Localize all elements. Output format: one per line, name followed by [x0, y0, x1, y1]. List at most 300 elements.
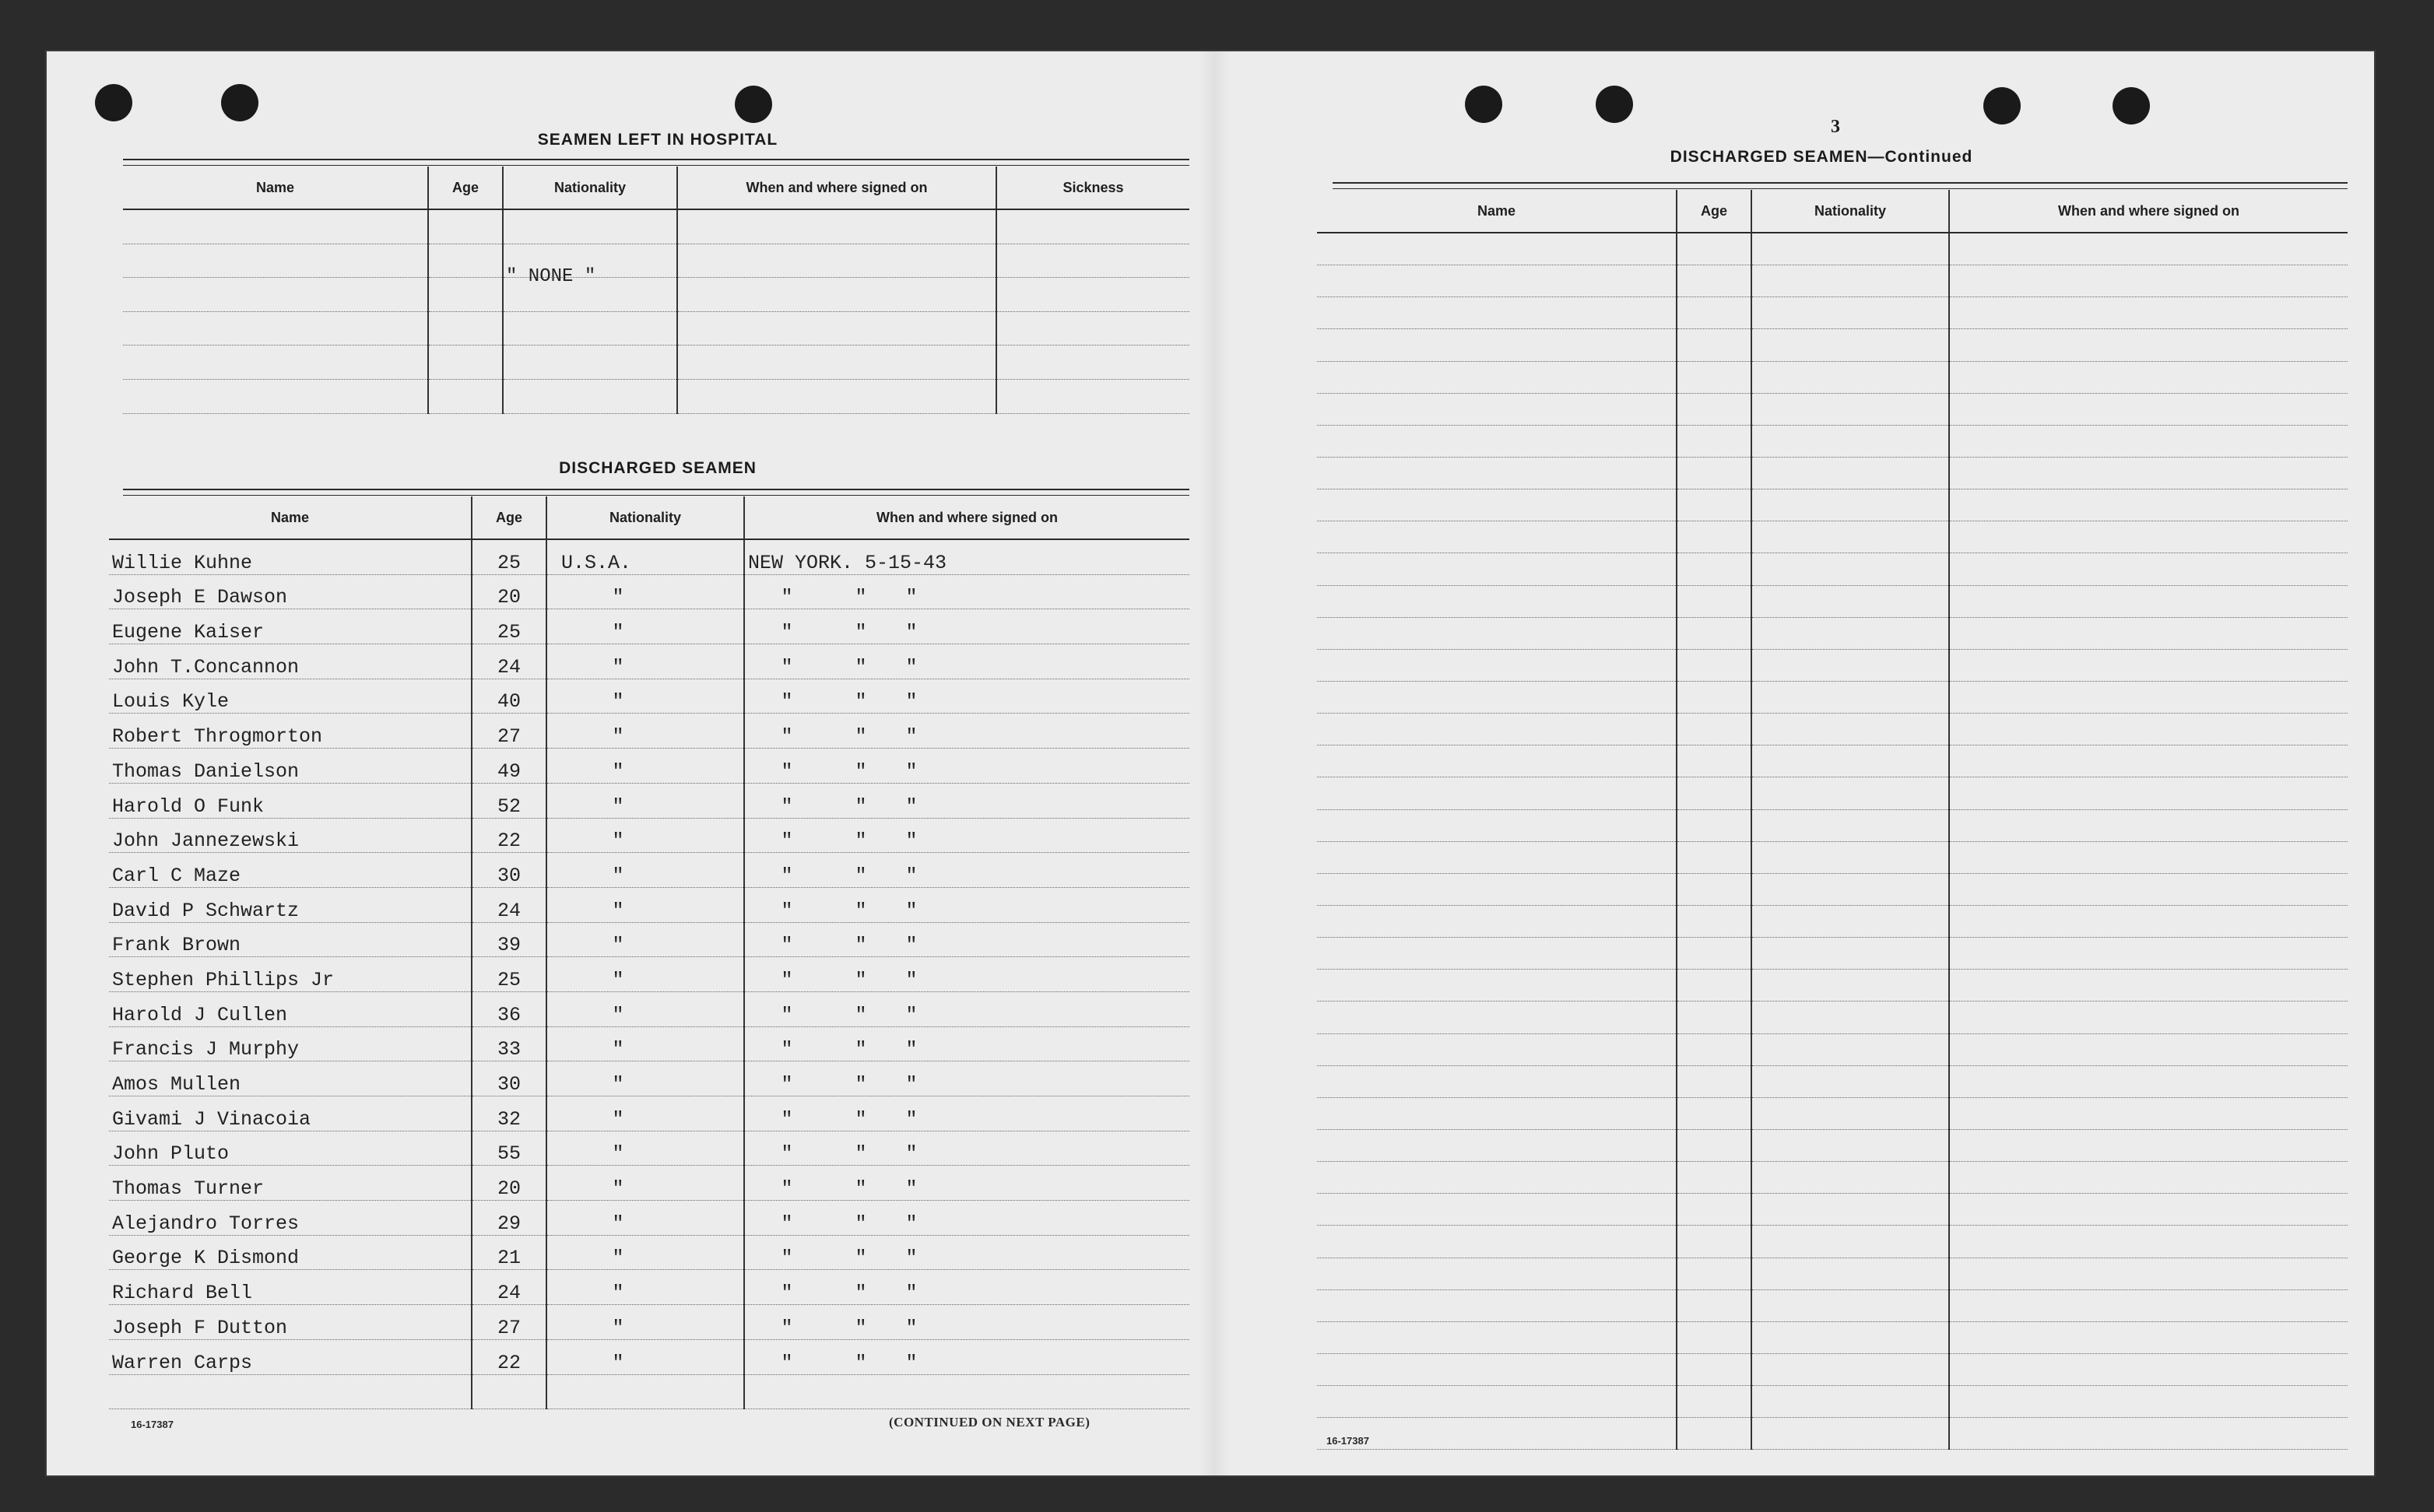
table-row: [109, 1374, 1189, 1409]
table-row: [109, 853, 1189, 888]
seaman-age: 27: [472, 714, 546, 749]
signed-on-ditto-marks: [744, 1166, 1189, 1201]
table-cell: [1751, 1033, 1949, 1065]
ditto-mark: ": [855, 830, 867, 853]
table-row: [1317, 489, 2348, 521]
table-cell: [1317, 905, 1677, 937]
signed-on-ditto-marks: [744, 1061, 1189, 1096]
hospital-section-title: SEAMEN LEFT IN HOSPITAL: [537, 131, 778, 149]
table-cell: [1317, 457, 1677, 489]
seaman-age: 49: [472, 749, 546, 784]
seaman-signed-on: NEW YORK. 5-15-43: [744, 539, 1189, 574]
table-row: [109, 991, 1189, 1026]
table-cell: [1751, 1226, 1949, 1258]
table-row: [109, 1305, 1189, 1340]
ditto-mark: ": [855, 586, 867, 609]
seaman-age: 30: [472, 853, 546, 888]
seaman-name: Carl C Maze: [109, 853, 472, 888]
seaman-age: 20: [472, 1166, 546, 1201]
table-cell: [1751, 714, 1949, 745]
seaman-name: Francis J Murphy: [109, 1026, 472, 1061]
signed-on-ditto-marks: [744, 1201, 1189, 1236]
table-cell: [1317, 1129, 1677, 1161]
signed-on-ditto-marks: [744, 1305, 1189, 1340]
seaman-age: 21: [472, 1235, 546, 1270]
ditto-mark: ": [855, 864, 867, 887]
discharged-section-title: DISCHARGED SEAMEN: [559, 459, 757, 477]
table-cell: [1677, 905, 1751, 937]
section-rule: [1333, 182, 2348, 189]
seaman-name: Joseph F Dutton: [109, 1305, 472, 1340]
table-cell: [1751, 585, 1949, 617]
table-cell: [1677, 1162, 1751, 1194]
ditto-mark: ": [855, 795, 867, 818]
nationality-ditto-mark: [546, 679, 744, 714]
table-cell: [1949, 873, 2348, 905]
ditto-mark: ": [612, 864, 624, 887]
continued-table: [1317, 190, 2348, 1450]
table-cell: [1317, 745, 1677, 777]
table-cell: [1751, 393, 1949, 425]
table-row: [1317, 1033, 2348, 1065]
seaman-name: Thomas Danielson: [109, 749, 472, 784]
seaman-age: 22: [472, 818, 546, 853]
table-row: [123, 278, 1189, 312]
table-cell: [1949, 1321, 2348, 1353]
table-cell: [1677, 393, 1751, 425]
table-cell: [1949, 649, 2348, 681]
table-cell: [1751, 1129, 1949, 1161]
table-cell: [1751, 681, 1949, 713]
table-cell: [1949, 714, 2348, 745]
ditto-mark: ": [905, 934, 918, 957]
table-cell: [1949, 1129, 2348, 1161]
table-cell: [1677, 361, 1751, 393]
table-row: [109, 887, 1189, 922]
table-cell: [1317, 1226, 1677, 1258]
table-cell: [1949, 489, 2348, 521]
table-cell: [1751, 1162, 1949, 1194]
ditto-mark: ": [905, 1247, 918, 1270]
table-row: [1317, 745, 2348, 777]
table-cell: [1949, 1386, 2348, 1418]
table-cell: [677, 244, 996, 278]
seaman-name: George K Dismond: [109, 1235, 472, 1270]
table-cell: [1949, 809, 2348, 841]
hospital-header-row: [123, 167, 1189, 209]
col-nationality-header: Nationality: [503, 167, 677, 209]
right-page: [1230, 51, 2374, 1475]
table-cell: [428, 244, 503, 278]
seaman-name: Richard Bell: [109, 1270, 472, 1305]
table-cell: [1677, 1226, 1751, 1258]
col-signed-on-header: When and where signed on: [744, 496, 1189, 539]
table-cell: [1949, 265, 2348, 297]
table-cell: [1949, 1194, 2348, 1226]
table-row: [1317, 1226, 2348, 1258]
table-cell: [1751, 457, 1949, 489]
table-cell: [1317, 649, 1677, 681]
table-cell: [1751, 425, 1949, 457]
table-cell: [1949, 1033, 2348, 1065]
table-cell: [1677, 617, 1751, 649]
table-cell: [1949, 745, 2348, 777]
col-signed-on-header: When and where signed on: [1949, 190, 2348, 233]
table-cell: [1751, 1386, 1949, 1418]
ditto-mark: ": [905, 1316, 918, 1339]
table-cell: [1949, 361, 2348, 393]
table-cell: [1677, 1353, 1751, 1385]
seaman-name: David P Schwartz: [109, 887, 472, 922]
table-row: [109, 818, 1189, 853]
table-cell: [1317, 425, 1677, 457]
seaman-age: 20: [472, 574, 546, 609]
table-cell: [1751, 489, 1949, 521]
table-row: [1317, 1162, 2348, 1194]
table-cell: [1677, 745, 1751, 777]
col-nationality-header: Nationality: [546, 496, 744, 539]
ditto-mark: ": [855, 1247, 867, 1270]
table-cell: [1751, 1097, 1949, 1129]
ditto-mark: ": [781, 1038, 793, 1061]
table-row: [109, 1026, 1189, 1061]
table-cell: [1751, 938, 1949, 970]
table-row: [1317, 585, 2348, 617]
seaman-name: Harold J Cullen: [109, 991, 472, 1026]
table-cell: [109, 1374, 472, 1409]
ditto-mark: ": [781, 1282, 793, 1305]
seaman-name: Eugene Kaiser: [109, 609, 472, 644]
table-row: [1317, 361, 2348, 393]
ditto-mark: ": [855, 1177, 867, 1201]
table-row: [1317, 1418, 2348, 1450]
seaman-name: Amos Mullen: [109, 1061, 472, 1096]
nationality-ditto-mark: [546, 609, 744, 644]
ditto-mark: ": [905, 655, 918, 679]
signed-on-ditto-marks: [744, 991, 1189, 1026]
table-row: [1317, 393, 2348, 425]
ditto-mark: ": [781, 621, 793, 644]
table-row: [109, 749, 1189, 784]
table-cell: [1317, 970, 1677, 1002]
ditto-mark: ": [612, 1177, 624, 1201]
table-cell: [1677, 233, 1751, 265]
table-row: [1317, 521, 2348, 553]
table-row: [109, 1235, 1189, 1270]
ditto-mark: ": [612, 1073, 624, 1096]
table-row: [109, 714, 1189, 749]
ditto-mark: ": [781, 1247, 793, 1270]
table-cell: [428, 209, 503, 244]
table-cell: [996, 379, 1189, 413]
signed-on-ditto-marks: [744, 853, 1189, 888]
table-cell: [1949, 393, 2348, 425]
table-row: [1317, 265, 2348, 297]
table-row: [123, 311, 1189, 346]
nationality-ditto-mark: [546, 1305, 744, 1340]
table-cell: [996, 346, 1189, 380]
table-cell: [1677, 297, 1751, 329]
table-cell: [1677, 585, 1751, 617]
table-cell: [1751, 233, 1949, 265]
table-cell: [1677, 457, 1751, 489]
table-cell: [1751, 1321, 1949, 1353]
table-cell: [1751, 873, 1949, 905]
table-row: [109, 679, 1189, 714]
table-cell: [1317, 1353, 1677, 1385]
signed-on-ditto-marks: [744, 887, 1189, 922]
seaman-name: Alejandro Torres: [109, 1201, 472, 1236]
table-cell: [1751, 745, 1949, 777]
nationality-ditto-mark: [546, 1061, 744, 1096]
table-cell: [1317, 809, 1677, 841]
ditto-mark: ": [905, 1038, 918, 1061]
seaman-name: Louis Kyle: [109, 679, 472, 714]
table-cell: [1677, 1386, 1751, 1418]
table-cell: [503, 311, 677, 346]
table-cell: [1751, 905, 1949, 937]
table-cell: [1677, 1258, 1751, 1289]
table-cell: [1317, 1097, 1677, 1129]
table-row: [1317, 681, 2348, 713]
hospital-none-entry: " NONE ": [506, 266, 596, 287]
ditto-mark: ": [781, 1003, 793, 1026]
nationality-ditto-mark: [546, 714, 744, 749]
table-cell: [1949, 1226, 2348, 1258]
table-row: [1317, 1386, 2348, 1418]
ditto-mark: ": [781, 690, 793, 714]
table-row: [1317, 425, 2348, 457]
ditto-mark: ": [612, 586, 624, 609]
ditto-mark: ": [855, 1073, 867, 1096]
ditto-mark: ": [905, 760, 918, 783]
table-row: [1317, 329, 2348, 361]
seaman-age: 24: [472, 1270, 546, 1305]
ditto-mark: ": [612, 1003, 624, 1026]
ditto-mark: ": [612, 1282, 624, 1305]
discharged-table: [109, 496, 1189, 1409]
ditto-mark: ": [781, 1107, 793, 1131]
table-row: [1317, 970, 2348, 1002]
section-rule: [123, 159, 1189, 166]
table-cell: [1317, 233, 1677, 265]
table-cell: [1677, 777, 1751, 809]
ditto-mark: ": [855, 725, 867, 749]
seaman-name: Robert Throgmorton: [109, 714, 472, 749]
ditto-mark: ": [781, 1073, 793, 1096]
ditto-mark: ": [905, 899, 918, 922]
table-row: [1317, 553, 2348, 585]
table-cell: [1317, 841, 1677, 873]
table-cell: [1949, 905, 2348, 937]
table-row: [109, 1339, 1189, 1374]
table-cell: [1751, 297, 1949, 329]
table-cell: [677, 346, 996, 380]
page-number: 3: [1831, 117, 1840, 137]
table-row: [1317, 617, 2348, 649]
table-cell: [1949, 457, 2348, 489]
ditto-mark: ": [781, 655, 793, 679]
table-cell: [1949, 553, 2348, 585]
table-cell: [1677, 970, 1751, 1002]
ditto-mark: ": [612, 1212, 624, 1235]
ditto-mark: ": [781, 1177, 793, 1201]
table-cell: [1751, 361, 1949, 393]
ditto-mark: ": [855, 934, 867, 957]
table-cell: [1677, 1097, 1751, 1129]
table-cell: [123, 346, 428, 380]
ditto-mark: ": [905, 1073, 918, 1096]
table-row: [1317, 777, 2348, 809]
table-cell: [1317, 1194, 1677, 1226]
nationality-ditto-mark: [546, 749, 744, 784]
col-age-header: Age: [1677, 190, 1751, 233]
table-cell: [1677, 553, 1751, 585]
ditto-mark: ": [905, 1282, 918, 1305]
table-cell: [428, 278, 503, 312]
table-row: [109, 1270, 1189, 1305]
col-age-header: Age: [472, 496, 546, 539]
table-cell: [1677, 1321, 1751, 1353]
signed-on-ditto-marks: [744, 644, 1189, 679]
ditto-mark: ": [612, 655, 624, 679]
table-row: [109, 609, 1189, 644]
table-cell: [1677, 1065, 1751, 1097]
seaman-age: 52: [472, 783, 546, 818]
signed-on-ditto-marks: [744, 818, 1189, 853]
seaman-age: 33: [472, 1026, 546, 1061]
ditto-mark: ": [905, 690, 918, 714]
nationality-ditto-mark: [546, 853, 744, 888]
signed-on-ditto-marks: [744, 1339, 1189, 1374]
signed-on-ditto-marks: [744, 574, 1189, 609]
ditto-mark: ": [905, 795, 918, 818]
nationality-ditto-mark: [546, 922, 744, 957]
table-cell: [428, 346, 503, 380]
signed-on-ditto-marks: [744, 1131, 1189, 1166]
ditto-mark: ": [905, 1003, 918, 1026]
table-cell: [123, 278, 428, 312]
col-signed-on-header: When and where signed on: [677, 167, 996, 209]
seaman-age: 24: [472, 887, 546, 922]
nationality-ditto-mark: [546, 1270, 744, 1305]
col-name-header: Name: [123, 167, 428, 209]
table-cell: [1751, 809, 1949, 841]
table-row: [1317, 1353, 2348, 1385]
table-cell: [123, 311, 428, 346]
table-cell: [996, 244, 1189, 278]
table-cell: [1949, 1418, 2348, 1450]
table-cell: [677, 209, 996, 244]
table-row: [123, 379, 1189, 413]
nationality-ditto-mark: [546, 957, 744, 992]
table-cell: [1317, 521, 1677, 553]
seaman-name: Willie Kuhne: [109, 539, 472, 574]
table-cell: [1317, 1162, 1677, 1194]
table-cell: [1317, 1289, 1677, 1321]
ditto-mark: ": [905, 586, 918, 609]
table-cell: [1751, 1258, 1949, 1289]
table-row: [109, 539, 1189, 574]
signed-on-ditto-marks: [744, 749, 1189, 784]
table-cell: [1949, 1162, 2348, 1194]
table-cell: [1317, 714, 1677, 745]
table-cell: [1317, 489, 1677, 521]
table-row: [1317, 1002, 2348, 1033]
table-row: [109, 1061, 1189, 1096]
ditto-mark: ": [855, 655, 867, 679]
table-cell: [1317, 1065, 1677, 1097]
table-cell: [1949, 777, 2348, 809]
table-row: [109, 922, 1189, 957]
form-number: 16-17387: [131, 1419, 174, 1430]
col-sickness-header: Sickness: [996, 167, 1189, 209]
table-cell: [1949, 1097, 2348, 1129]
table-row: [1317, 1129, 2348, 1161]
ditto-mark: ": [612, 795, 624, 818]
table-cell: [1751, 265, 1949, 297]
table-cell: [1677, 1129, 1751, 1161]
ditto-mark: ": [855, 1107, 867, 1131]
table-row: [1317, 873, 2348, 905]
table-cell: [1677, 809, 1751, 841]
col-name-header: Name: [109, 496, 472, 539]
table-cell: [1317, 329, 1677, 361]
table-row: [1317, 938, 2348, 970]
table-row: [1317, 297, 2348, 329]
ditto-mark: ": [855, 1282, 867, 1305]
table-cell: [1949, 1289, 2348, 1321]
table-cell: [1317, 553, 1677, 585]
nationality-ditto-mark: [546, 1339, 744, 1374]
table-cell: [1317, 617, 1677, 649]
seaman-age: 39: [472, 922, 546, 957]
table-cell: [677, 278, 996, 312]
signed-on-ditto-marks: [744, 609, 1189, 644]
table-cell: [1949, 938, 2348, 970]
ditto-mark: ": [781, 795, 793, 818]
table-cell: [1751, 777, 1949, 809]
form-number: 16-17387: [1326, 1435, 1369, 1447]
ditto-mark: ": [781, 1316, 793, 1339]
ditto-mark: ": [855, 899, 867, 922]
seaman-age: 27: [472, 1305, 546, 1340]
ditto-mark: ": [612, 968, 624, 991]
ditto-mark: ": [612, 621, 624, 644]
table-cell: [1949, 681, 2348, 713]
ditto-mark: ": [855, 1212, 867, 1235]
nationality-ditto-mark: [546, 818, 744, 853]
ditto-mark: ": [781, 586, 793, 609]
ditto-mark: ": [612, 725, 624, 749]
signed-on-ditto-marks: [744, 1096, 1189, 1131]
ditto-mark: ": [781, 725, 793, 749]
table-cell: [1677, 329, 1751, 361]
ditto-mark: ": [612, 1247, 624, 1270]
table-cell: [1751, 1002, 1949, 1033]
ditto-mark: ": [855, 1038, 867, 1061]
table-cell: [1317, 1321, 1677, 1353]
ditto-mark: ": [855, 1316, 867, 1339]
table-cell: [1677, 649, 1751, 681]
table-cell: [1317, 777, 1677, 809]
table-cell: [1949, 1258, 2348, 1289]
table-cell: [1949, 297, 2348, 329]
ditto-mark: ": [781, 1142, 793, 1166]
table-cell: [1751, 1418, 1949, 1450]
table-cell: [1317, 938, 1677, 970]
table-cell: [1751, 970, 1949, 1002]
